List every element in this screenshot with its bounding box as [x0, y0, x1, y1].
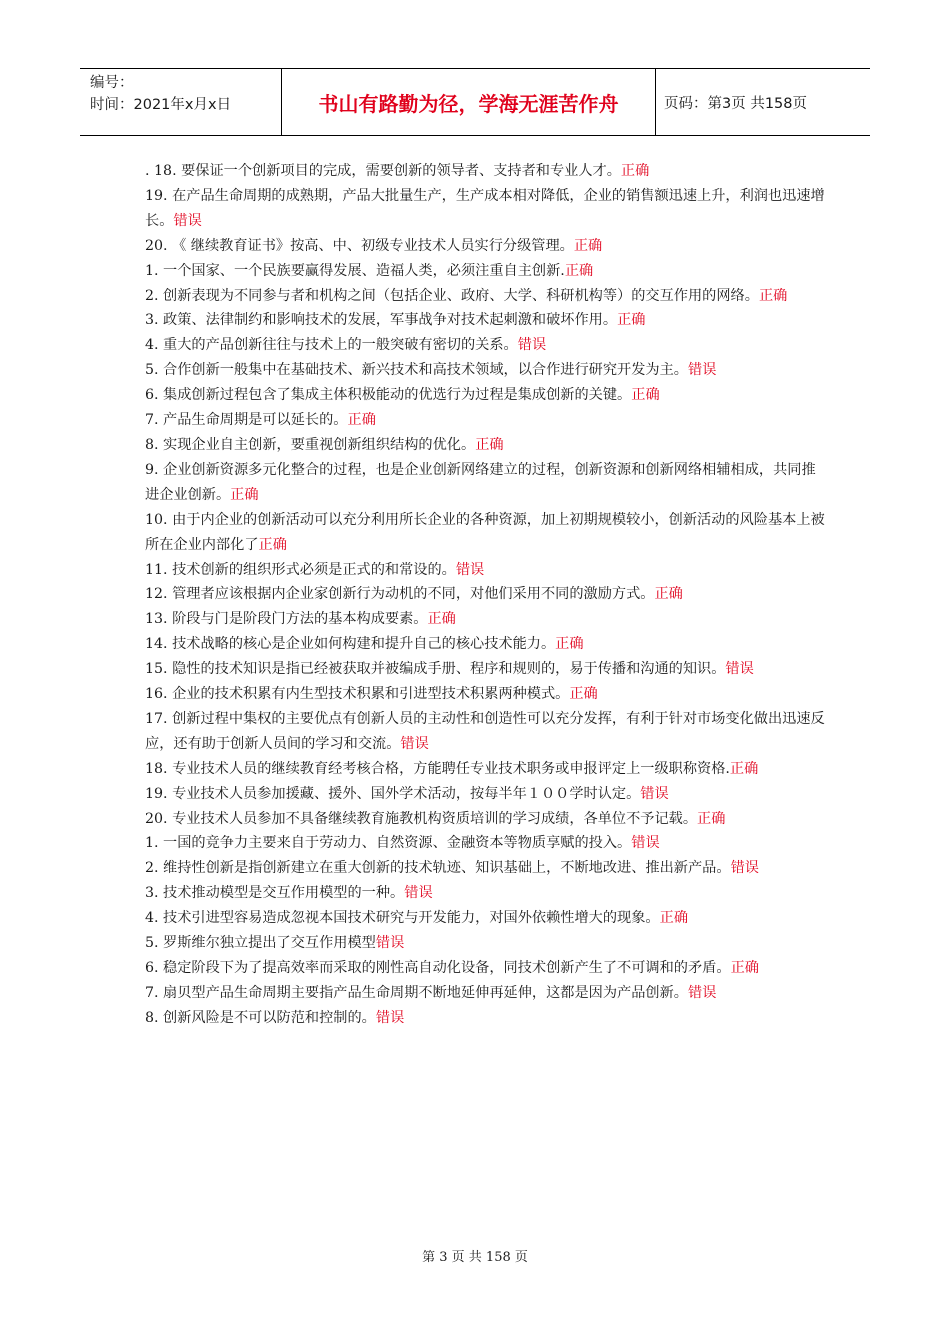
question-item	[145, 682, 825, 707]
question-item	[145, 383, 825, 408]
question-item	[145, 259, 825, 284]
question-text: 18. 专业技术人员的继续教育经考核合格，方能聘任专业技术职务或申报评定上一级职称资格.	[145, 760, 730, 777]
question-item	[145, 284, 825, 309]
page-header	[80, 68, 870, 136]
question-item	[145, 707, 825, 757]
answer-label: 正确	[654, 586, 683, 603]
question-text: 4. 重大的产品创新往往与技术上的一般突破有密切的关系。	[145, 337, 518, 354]
question-item	[145, 184, 825, 234]
question-item	[145, 807, 825, 832]
question-text: 7. 扇贝型产品生命周期主要指产品生命周期不断地延伸再延伸，这都是因为产品创新。	[145, 984, 688, 1001]
question-text: 5. 罗斯维尔独立提出了交互作用模型	[145, 935, 376, 952]
question-item	[145, 558, 825, 583]
answer-label: 正确	[620, 163, 650, 179]
question-item	[145, 906, 825, 931]
answer-label: 错误	[375, 935, 405, 952]
answer-label: 正确	[475, 436, 504, 453]
question-item	[145, 333, 825, 358]
answer-label: 错误	[173, 212, 202, 229]
header-motto: 书山有路勤为径，学海无涯苦作舟	[282, 69, 656, 135]
answer-label: 错误	[517, 337, 547, 354]
answer-label: 错误	[400, 735, 429, 752]
question-item	[145, 757, 825, 782]
answer-label: 错误	[455, 561, 485, 578]
question-text: 20. 《 继续教育证书》按高、中、初级专业技术人员实行分级管理。	[145, 237, 574, 254]
answer-label: 正确	[427, 611, 456, 628]
question-item	[145, 931, 825, 956]
question-text: 3. 技术推动模型是交互作用模型的一种。	[145, 885, 405, 902]
question-item	[145, 956, 825, 981]
answer-label: 正确	[730, 960, 759, 976]
answer-label: 正确	[347, 412, 376, 429]
question-list	[145, 159, 825, 1031]
question-text: 17. 创新过程中集权的主要优点有创新人员的主动性和创造性可以充分发挥，有利于针对市场变化做出迅速反应，还有助于创新人员间的学习和交流。	[145, 710, 825, 752]
answer-label: 正确	[697, 810, 726, 827]
question-text: 4. 技术引进型容易造成忽视本国技术研究与开发能力，对国外依赖性增大的现象。	[145, 910, 660, 927]
question-item	[145, 1006, 825, 1031]
question-item	[145, 582, 825, 607]
answer-label: 正确	[230, 486, 259, 503]
question-text: 10. 由于内企业的创新活动可以充分利用所长企业的各种资源，加上初期规模较小，创新活动的风险基本上被所在企业内部化了	[145, 511, 825, 553]
question-text: 2. 创新表现为不同参与者和机构之间（包括企业、政府、大学、科研机构等）的交互作用的网络。	[145, 287, 759, 304]
question-item	[145, 881, 825, 906]
answer-label: 正确	[258, 536, 287, 553]
question-text: 1. 一个国家、一个民族要赢得发展、造福人类，必须注重自主创新.	[145, 262, 565, 279]
question-item	[145, 159, 825, 184]
answer-label: 正确	[564, 262, 594, 279]
question-item	[145, 657, 825, 682]
question-item	[145, 408, 825, 433]
number-label: 编号：	[90, 75, 134, 91]
question-text: . 18. 要保证一个创新项目的完成，需要创新的领导者、支持者和专业人才。	[145, 163, 621, 179]
answer-label: 正确	[573, 237, 603, 254]
page-footer: 第 3 页 共 158 页	[422, 1250, 528, 1265]
question-text: 8. 创新风险是不可以防范和控制的。	[145, 1009, 376, 1026]
question-text: 13. 阶段与门是阶段门方法的基本构成要素。	[145, 611, 428, 628]
answer-label: 错误	[688, 984, 717, 1001]
answer-label: 正确	[729, 760, 759, 777]
question-text: 12. 管理者应该根据内企业家创新行为动机的不同，对他们采用不同的激励方式。	[145, 586, 655, 603]
question-item	[145, 458, 825, 508]
answer-label: 错误	[725, 661, 754, 678]
question-item	[145, 981, 825, 1006]
question-text: 19. 在产品生命周期的成熟期，产品大批量生产，生产成本相对降低，企业的销售额迅速上升，利润也迅速增长。	[145, 187, 825, 229]
answer-label: 正确	[758, 287, 788, 304]
question-text: 5. 合作创新一般集中在基础技术、新兴技术和高技术领域，以合作进行研究开发为主。	[145, 362, 688, 379]
answer-label: 正确	[569, 686, 598, 703]
answer-label: 错误	[404, 885, 433, 902]
question-text: 14. 技术战略的核心是企业如何构建和提升自己的核心技术能力。	[145, 636, 556, 653]
question-item	[145, 607, 825, 632]
question-text: 9. 企业创新资源多元化整合的过程，也是企业创新网络建立的过程，创新资源和创新网络相辅相成，共同推进企业创新。	[145, 461, 816, 503]
question-item	[145, 831, 825, 856]
answer-label: 正确	[659, 910, 689, 927]
header-page-info: 页码：第3页 共158页	[664, 95, 808, 112]
question-text: 20. 专业技术人员参加不具备继续教育施教机构资质培训的学习成绩，各单位不予记载。	[145, 810, 698, 827]
time-label: 时间：2021年x月x日	[90, 97, 232, 113]
question-text: 6. 集成创新过程包含了集成主体积极能动的优选行为过程是集成创新的关键。	[145, 387, 632, 404]
answer-label: 错误	[730, 860, 759, 877]
question-item	[145, 433, 825, 458]
question-text: 8. 实现企业自主创新，要重视创新组织结构的优化。	[145, 436, 476, 453]
question-text: 16. 企业的技术积累有内生型技术积累和引进型技术积累两种模式。	[145, 686, 570, 703]
question-text: 19. 专业技术人员参加援藏、援外、国外学术活动，按每半年１００学时认定。	[145, 785, 641, 802]
answer-label: 正确	[631, 387, 660, 404]
question-item	[145, 234, 825, 259]
answer-label: 错误	[640, 785, 669, 802]
question-text: 11. 技术创新的组织形式必须是正式的和常设的。	[145, 561, 456, 578]
question-item	[145, 308, 825, 333]
question-text: 7. 产品生命周期是可以延长的。	[145, 412, 348, 429]
question-item	[145, 856, 825, 881]
answer-label: 错误	[688, 362, 717, 379]
question-item	[145, 508, 825, 558]
header-meta	[80, 69, 282, 135]
question-text: 15. 隐性的技术知识是指已经被获取并被编成手册、程序和规则的，易于传播和沟通的知识。	[145, 661, 726, 678]
question-item	[145, 632, 825, 657]
question-text: 6. 稳定阶段下为了提高效率而采取的刚性高自动化设备，同技术创新产生了不可调和的矛盾。	[145, 960, 731, 976]
question-item	[145, 782, 825, 807]
question-text: 1. 一国的竞争力主要来自于劳动力、自然资源、金融资本等物质享赋的投入。	[145, 835, 632, 852]
question-text: 3. 政策、法律制约和影响技术的发展，军事战争对技术起刺激和破坏作用。	[145, 312, 618, 329]
answer-label: 正确	[555, 636, 584, 653]
answer-label: 正确	[617, 312, 646, 329]
question-text: 2. 维持性创新是指创新建立在重大创新的技术轨迹、知识基础上，不断地改进、推出新产品。	[145, 860, 731, 877]
answer-label: 错误	[375, 1009, 405, 1026]
answer-label: 错误	[631, 835, 660, 852]
question-item	[145, 358, 825, 383]
